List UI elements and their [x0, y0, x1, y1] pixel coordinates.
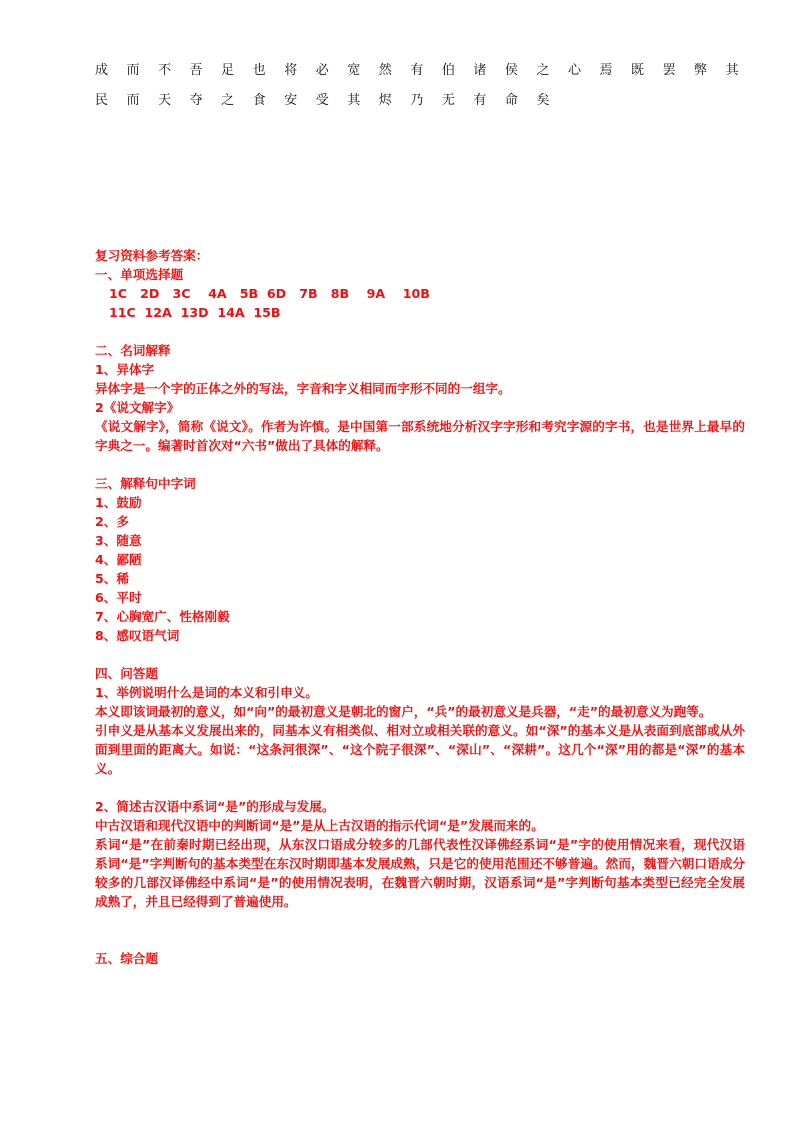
question-2-answer-p1: 中古汉语和现代汉语中的判断词“是”是从上古汉语的指示代词“是”发展而来的。 — [95, 818, 544, 833]
section-title-choice: 一、单项选择题 — [95, 267, 184, 282]
choice-answers-row-2: 11C 12A 13D 14A 15B — [109, 305, 281, 320]
word-answer: 3、随意 — [95, 533, 142, 548]
question-1-title: 1、举例说明什么是词的本义和引申义。 — [95, 685, 318, 700]
section-title-words: 三、解释句中字词 — [95, 476, 196, 491]
section-title-comprehensive: 五、综合题 — [95, 951, 158, 966]
answer-heading: 复习资料参考答案： — [95, 248, 209, 263]
word-answer: 2、多 — [95, 514, 129, 529]
word-answer: 6、平时 — [95, 590, 142, 605]
word-answer: 5、稀 — [95, 571, 129, 586]
question-1-answer-p2: 引申义是从基本义发展出来的，同基本义有相类似、相对立或相关联的意义。如“深”的基本义是从表面到底部或从外面到里面的距离大。如说：“这条河很深”、“这个院子很深”、“深山”、“深耕”。这几个“深”用的都是“深”的基本义。 — [95, 723, 745, 776]
term-title-2: 2《说文解字》 — [95, 400, 180, 415]
section-title-terms: 二、名词解释 — [95, 343, 171, 358]
answer-key — [95, 246, 745, 968]
classical-passage: 成 而 不 吾 足 也 将 必 宽 然 有 伯 诸 侯 之 心 焉 既 罢 弊 其 民 而 天 夺 之 食 安 受 其 烬 乃 无 有 命 矣 — [95, 63, 746, 108]
term-definition-1: 异体字是一个字的正体之外的写法，字音和字义相同而字形不同的一组字。 — [95, 381, 511, 396]
question-2-title: 2、简述古汉语中系词“是”的形成与发展。 — [95, 799, 335, 814]
section-title-qa: 四、问答题 — [95, 666, 158, 681]
question-2-answer-p2: 系词“是”在前秦时期已经出现，从东汉口语成分较多的几部代表性汉译佛经系词“是”字的使用情况来看，现代汉语系词“是”字判断句的基本类型在东汉时期即基本发展成熟，只是它的使用范围还不够普遍。然而，魏晋六朝口语成分较多的几部汉译佛经中系词“是”的使用情况表明，在魏晋六朝时期，汉语系词“是”字判断句基本类型已经完全发展成熟了，并且已经得到了普遍使用。 — [95, 837, 745, 909]
choice-answers-row-1: 1C 2D 3C 4A 5B 6D 7B 8B 9A 10B — [109, 286, 430, 301]
word-answer: 4、鄙陋 — [95, 552, 142, 567]
term-title-1: 1、异体字 — [95, 362, 155, 377]
term-definition-2: 《说文解字》，简称《说文》。作者为许慎。是中国第一部系统地分析汉字字形和考究字源的字书，也是世界上最早的字典之一。编著时首次对“六书”做出了具体的解释。 — [95, 419, 745, 453]
word-answer: 1、鼓励 — [95, 495, 142, 510]
word-answer: 8、感叹语气词 — [95, 628, 180, 643]
question-1-answer-p1: 本义即该词最初的意义，如“向”的最初意义是朝北的窗户，“兵”的最初意义是兵器，“走”的最初意义为跑等。 — [95, 704, 712, 719]
word-answer: 7、心胸宽广、性格刚毅 — [95, 609, 230, 624]
